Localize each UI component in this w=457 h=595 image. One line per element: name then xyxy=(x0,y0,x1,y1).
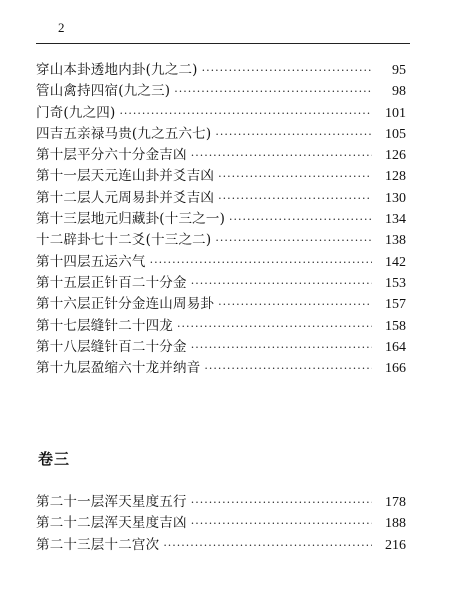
dot-leader xyxy=(163,535,372,556)
dot-leader xyxy=(215,230,372,251)
dot-leader xyxy=(191,145,372,166)
toc-entry-page: 164 xyxy=(385,339,406,355)
toc-entry-title: 第十六层正针分金连山周易卦 xyxy=(36,296,215,313)
toc-entry xyxy=(36,337,406,358)
toc-entry-page: 188 xyxy=(385,516,406,532)
toc-entry-page: 142 xyxy=(385,254,406,270)
toc-entry-page: 101 xyxy=(385,105,406,121)
toc-entry-page: 130 xyxy=(385,190,406,206)
toc-entry xyxy=(36,145,406,166)
toc-entry xyxy=(36,252,406,273)
toc-entry-page: 178 xyxy=(385,495,406,510)
table-of-contents xyxy=(36,60,406,379)
toc-entry xyxy=(36,513,406,534)
toc-entry xyxy=(36,358,406,379)
dot-leader xyxy=(191,337,372,358)
toc-entry xyxy=(36,492,406,513)
dot-leader xyxy=(215,124,372,145)
toc-entry-page: 98 xyxy=(392,84,406,100)
toc-entry-title: 十二辟卦七十二爻(十三之二) xyxy=(36,232,212,249)
toc-entry xyxy=(36,294,406,315)
toc-entry-title: 四吉五亲禄马贵(九之五六七) xyxy=(36,125,212,142)
dot-leader xyxy=(191,273,372,294)
dot-leader xyxy=(191,492,372,513)
toc-entry-title: 第十二层人元周易卦并爻吉凶 xyxy=(36,189,215,206)
toc-entry xyxy=(36,81,406,102)
toc-entry-title: 穿山本卦透地内卦(九之二) xyxy=(36,62,198,78)
toc-entry xyxy=(36,535,406,556)
toc-entry xyxy=(36,103,406,124)
toc-entry-title: 第十九层盈缩六十龙并纳音 xyxy=(36,360,201,377)
toc-entry-page: 95 xyxy=(392,63,406,78)
toc-entry-page: 158 xyxy=(385,318,406,334)
dot-leader xyxy=(204,358,372,379)
toc-entry xyxy=(36,230,406,251)
dot-leader xyxy=(202,60,372,81)
toc-entry-title: 第十五层正针百二十分金 xyxy=(36,274,187,291)
page-number: 2 xyxy=(58,20,65,35)
toc-entry-page: 153 xyxy=(385,275,406,291)
toc-entry xyxy=(36,209,406,230)
toc-entry-title: 第十四层五运六气 xyxy=(36,253,146,270)
toc-entry-page: 166 xyxy=(385,361,406,377)
toc-entry xyxy=(36,124,406,145)
dot-leader xyxy=(191,513,372,534)
toc-entry-title: 第二十二层浑天星度吉凶 xyxy=(36,515,187,532)
dot-leader xyxy=(119,103,372,124)
toc-entry-title: 门奇(九之四) xyxy=(36,104,116,121)
toc-entry xyxy=(36,60,406,81)
toc-entry xyxy=(36,316,406,337)
dot-leader xyxy=(150,252,372,273)
toc-entry-title: 第十层平分六十分金吉凶 xyxy=(36,147,187,164)
toc-entry-page: 126 xyxy=(385,148,406,164)
dot-leader xyxy=(218,188,372,209)
toc-entry-title: 管山禽持四宿(九之三) xyxy=(36,83,171,100)
toc-entry-page: 134 xyxy=(385,212,406,228)
toc-entry-title: 第二十三层十二宫次 xyxy=(36,536,160,553)
header-rule xyxy=(36,43,410,44)
volume-heading: 卷三 xyxy=(38,450,71,468)
toc-entry-title: 第十三层地元归藏卦(十三之一) xyxy=(36,211,226,228)
toc-entry-page: 216 xyxy=(385,537,406,553)
dot-leader xyxy=(218,294,372,315)
dot-leader xyxy=(229,209,372,230)
toc-entry-page: 157 xyxy=(385,297,406,313)
toc-entry-page: 128 xyxy=(385,169,406,185)
toc-entry-title: 第十七层缝针二十四龙 xyxy=(36,317,173,334)
dot-leader xyxy=(218,166,372,187)
dot-leader xyxy=(177,316,372,337)
dot-leader xyxy=(174,81,372,102)
toc-entry-title: 第十一层天元连山卦并爻吉凶 xyxy=(36,168,215,185)
toc-entry-page: 105 xyxy=(385,126,406,142)
toc-entry xyxy=(36,273,406,294)
toc-entry xyxy=(36,188,406,209)
toc-entry-page: 138 xyxy=(385,233,406,249)
toc-entry xyxy=(36,166,406,187)
toc-entry-title: 第二十一层浑天星度五行 xyxy=(36,494,187,510)
toc-entry-title: 第十八层缝针百二十分金 xyxy=(36,338,187,355)
table-of-contents-volume-3 xyxy=(36,492,406,556)
